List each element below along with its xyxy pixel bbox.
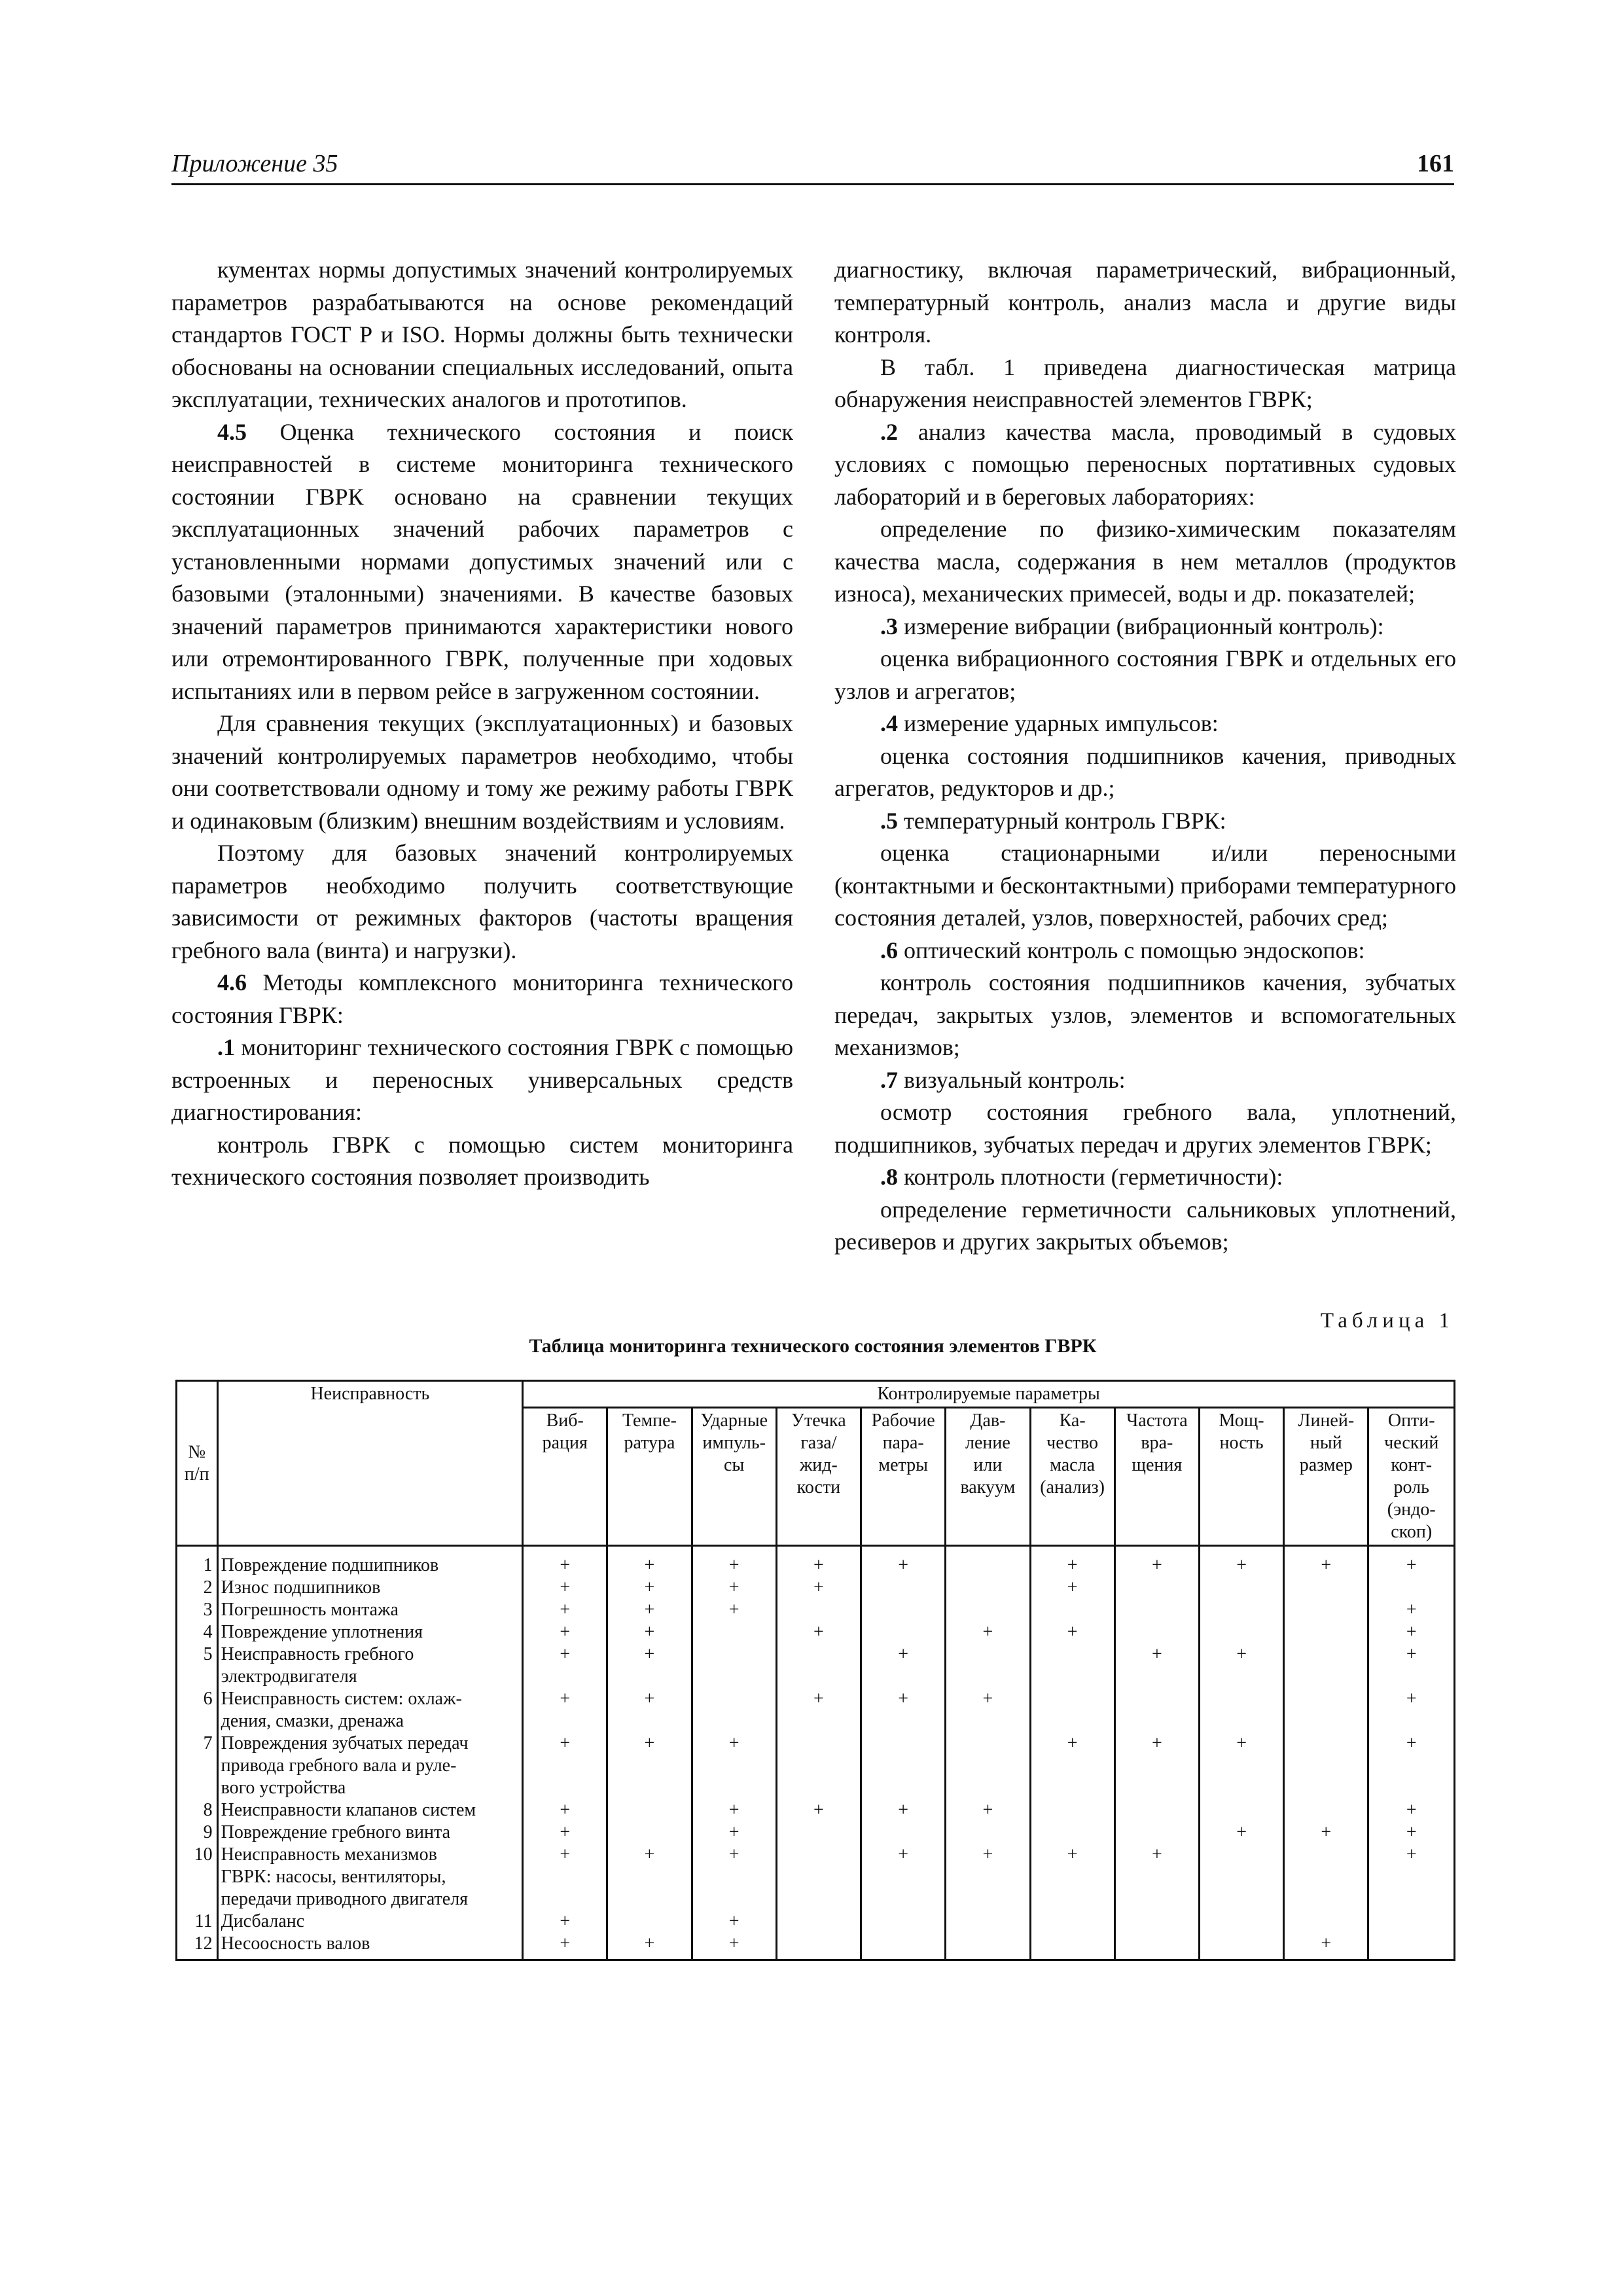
param-mark	[946, 1546, 1030, 1577]
param-mark	[1115, 1599, 1199, 1621]
paragraph	[171, 1031, 793, 1129]
param-mark	[1284, 1643, 1368, 1688]
param-mark: +	[523, 1799, 607, 1821]
param-mark	[1284, 1599, 1368, 1621]
section-number: .1	[217, 1034, 235, 1060]
paragraph: Поэтому для базовых значений контролируемых параметров необходимо получить соответствующие зависимости от режимных факторов (частоты вращения гребного вала (винта) и нагрузки).	[171, 840, 793, 963]
param-mark: +	[776, 1546, 861, 1577]
param-mark	[1030, 1643, 1115, 1688]
params-group-header: Контролируемые параметры	[523, 1381, 1455, 1408]
paragraph	[834, 416, 1456, 514]
param-mark: +	[692, 1546, 776, 1577]
row-number: 6	[177, 1688, 218, 1732]
param-mark: +	[523, 1910, 607, 1933]
param-header: Частота вра- щения	[1115, 1408, 1199, 1546]
fault-name: Погрешность монтажа	[217, 1599, 523, 1621]
paragraph	[834, 1064, 1456, 1097]
paragraph-text: мониторинг технического состояния ГВРК с помощью встроенных и переносных универсальных средств диагностирования:	[171, 1034, 793, 1125]
param-mark	[946, 1577, 1030, 1599]
row-number: 9	[177, 1821, 218, 1844]
param-mark	[946, 1910, 1030, 1933]
param-mark: +	[692, 1799, 776, 1821]
param-mark: +	[1115, 1844, 1199, 1910]
param-mark	[1030, 1933, 1115, 1960]
paragraph-text: визуальный контроль:	[898, 1066, 1126, 1093]
param-mark: +	[1368, 1546, 1455, 1577]
param-mark: +	[523, 1599, 607, 1621]
param-mark	[1030, 1910, 1115, 1933]
param-mark	[861, 1621, 946, 1643]
param-mark	[1284, 1688, 1368, 1732]
param-mark: +	[1199, 1732, 1283, 1799]
table-row	[177, 1688, 1455, 1732]
param-mark	[1199, 1688, 1283, 1732]
param-mark: +	[607, 1933, 692, 1960]
param-mark: +	[776, 1577, 861, 1599]
fault-name: Несоосность валов	[217, 1933, 523, 1960]
param-mark	[1030, 1599, 1115, 1621]
param-mark: +	[692, 1599, 776, 1621]
param-mark: +	[946, 1799, 1030, 1821]
param-mark: +	[607, 1621, 692, 1643]
table-row	[177, 1799, 1455, 1821]
param-mark: +	[523, 1821, 607, 1844]
param-header: Утечка газа/ жид- кости	[776, 1408, 861, 1546]
param-mark: +	[861, 1844, 946, 1910]
param-mark	[946, 1599, 1030, 1621]
fault-name: Неисправность гребного электродвигателя	[217, 1643, 523, 1688]
param-mark	[1199, 1844, 1283, 1910]
row-number: 5	[177, 1643, 218, 1688]
param-mark: +	[1115, 1546, 1199, 1577]
param-mark	[1115, 1910, 1199, 1933]
fault-name: Износ подшипников	[217, 1577, 523, 1599]
paragraph-text: измерение вибрации (вибрационный контроль):	[898, 613, 1384, 639]
param-mark: +	[1115, 1732, 1199, 1799]
paragraph: контроль ГВРК с помощью систем мониторинга технического состояния позволяет производить	[171, 1131, 793, 1190]
table-row	[177, 1821, 1455, 1844]
param-mark: +	[1030, 1546, 1115, 1577]
paragraph-text: анализ качества масла, проводимый в судовых условиях с помощью переносных портативных судовых лабораторий и в береговых лабораториях:	[834, 418, 1456, 510]
page-header	[171, 145, 1454, 185]
param-header: Дав- ление или вакуум	[946, 1408, 1030, 1546]
fault-name: Неисправности клапанов систем	[217, 1799, 523, 1821]
param-mark: +	[607, 1546, 692, 1577]
param-mark: +	[692, 1910, 776, 1933]
section-number: .2	[880, 418, 898, 445]
param-mark	[1030, 1688, 1115, 1732]
section-number: .6	[880, 937, 898, 963]
param-mark	[861, 1732, 946, 1799]
param-mark	[861, 1577, 946, 1599]
paragraph: кументах нормы допустимых значений контролируемых параметров разрабатываются на основе рекомендаций стандартов ГОСТ Р и ISO. Нормы должны быть технически обоснованы на основании специальных исследований, опыта эксплуатации, технических аналогов и прототипов.	[171, 257, 793, 412]
param-header: Виб- рация	[523, 1408, 607, 1546]
param-header: Мощ- ность	[1199, 1408, 1283, 1546]
col-fault-header: Неисправность	[217, 1381, 523, 1546]
param-mark	[776, 1844, 861, 1910]
param-mark: +	[523, 1643, 607, 1688]
paragraph-text: контроль плотности (герметичности):	[898, 1164, 1283, 1190]
param-mark: +	[607, 1688, 692, 1732]
param-mark	[1115, 1577, 1199, 1599]
param-header: Рабочие пара- метры	[861, 1408, 946, 1546]
param-mark	[1115, 1621, 1199, 1643]
param-mark: +	[946, 1621, 1030, 1643]
param-mark: +	[946, 1688, 1030, 1732]
fault-name: Неисправность механизмов ГВРК: насосы, вентиляторы, передачи приводного двигателя	[217, 1844, 523, 1910]
paragraph	[834, 611, 1456, 643]
table-row	[177, 1844, 1455, 1910]
param-mark: +	[523, 1933, 607, 1960]
param-mark	[861, 1910, 946, 1933]
table-row	[177, 1599, 1455, 1621]
param-mark	[1284, 1732, 1368, 1799]
param-mark	[1199, 1910, 1283, 1933]
param-mark: +	[861, 1546, 946, 1577]
param-mark: +	[523, 1688, 607, 1732]
param-mark	[692, 1621, 776, 1643]
param-mark: +	[1368, 1621, 1455, 1643]
table-row	[177, 1621, 1455, 1643]
table-row	[177, 1546, 1455, 1577]
param-mark	[1368, 1577, 1455, 1599]
row-number: 3	[177, 1599, 218, 1621]
paragraph: осмотр состояния гребного вала, уплотнений, подшипников, зубчатых передач и других элементов ГВРК;	[834, 1099, 1456, 1158]
table-row	[177, 1577, 1455, 1599]
right-text-column	[834, 254, 1456, 1259]
param-mark	[1030, 1821, 1115, 1844]
param-mark	[1284, 1799, 1368, 1821]
param-mark: +	[1368, 1599, 1455, 1621]
table-row	[177, 1910, 1455, 1933]
paragraph: оценка стационарными и/или переносными (контактными и бесконтактными) приборами температурного состояния деталей, узлов, поверхностей, рабочих сред;	[834, 840, 1456, 931]
param-mark: +	[1030, 1577, 1115, 1599]
param-mark: +	[607, 1577, 692, 1599]
param-mark: +	[523, 1546, 607, 1577]
param-mark: +	[1284, 1821, 1368, 1844]
param-mark: +	[1368, 1732, 1455, 1799]
param-mark: +	[692, 1577, 776, 1599]
row-number: 2	[177, 1577, 218, 1599]
row-number: 1	[177, 1546, 218, 1577]
paragraph: контроль состояния подшипников качения, зубчатых передач, закрытых узлов, элементов и вспомогательных механизмов;	[834, 969, 1456, 1060]
param-mark	[946, 1933, 1030, 1960]
param-mark: +	[692, 1732, 776, 1799]
param-mark	[1115, 1933, 1199, 1960]
param-mark	[861, 1821, 946, 1844]
monitoring-table	[175, 1380, 1455, 1961]
param-mark	[692, 1688, 776, 1732]
param-mark: +	[1368, 1643, 1455, 1688]
param-mark: +	[1368, 1688, 1455, 1732]
row-number: 10	[177, 1844, 218, 1910]
paragraph	[834, 805, 1456, 838]
param-mark	[776, 1821, 861, 1844]
param-mark	[1199, 1577, 1283, 1599]
section-number: .8	[880, 1164, 898, 1190]
paragraph-text: Методы комплексного мониторинга технического состояния ГВРК:	[171, 969, 793, 1028]
param-mark: +	[946, 1844, 1030, 1910]
param-header: Опти- ческий конт- роль (эндо- скоп)	[1368, 1408, 1455, 1546]
param-mark: +	[523, 1732, 607, 1799]
param-mark	[776, 1599, 861, 1621]
param-mark: +	[861, 1643, 946, 1688]
paragraph: определение по физико-химическим показателям качества масла, содержания в нем металлов (продуктов износа), механических примесей, воды и др. показателей;	[834, 516, 1456, 607]
param-mark	[1115, 1799, 1199, 1821]
param-mark	[1284, 1844, 1368, 1910]
param-mark	[692, 1643, 776, 1688]
param-mark	[946, 1732, 1030, 1799]
param-mark	[607, 1799, 692, 1821]
param-mark	[1199, 1933, 1283, 1960]
row-number: 4	[177, 1621, 218, 1643]
paragraph-text: температурный контроль ГВРК:	[898, 807, 1226, 834]
paragraph	[171, 967, 793, 1031]
fault-name: Повреждение уплотнения	[217, 1621, 523, 1643]
section-number: .3	[880, 613, 898, 639]
paragraph	[834, 1161, 1456, 1194]
param-mark: +	[861, 1799, 946, 1821]
param-header: Темпе- ратура	[607, 1408, 692, 1546]
param-mark: +	[1199, 1821, 1283, 1844]
param-mark	[1368, 1910, 1455, 1933]
table-row	[177, 1933, 1455, 1960]
param-mark: +	[1284, 1546, 1368, 1577]
paragraph: В табл. 1 приведена диагностическая матрица обнаружения неисправностей элементов ГВРК;	[834, 353, 1456, 412]
param-mark	[1284, 1910, 1368, 1933]
param-mark: +	[692, 1844, 776, 1910]
paragraph: оценка вибрационного состояния ГВРК и отдельных его узлов и агрегатов;	[834, 645, 1456, 704]
param-mark: +	[776, 1621, 861, 1643]
param-mark	[1199, 1799, 1283, 1821]
param-mark: +	[523, 1844, 607, 1910]
param-header: Линей- ный размер	[1284, 1408, 1368, 1546]
param-mark	[1199, 1599, 1283, 1621]
param-mark	[1115, 1688, 1199, 1732]
param-mark	[1284, 1621, 1368, 1643]
section-number: 4.6	[217, 969, 247, 996]
paragraph: Для сравнения текущих (эксплуатационных) и базовых значений контролируемых параметров необходимо, чтобы они соответствовали одному и тому же режиму работы ГВРК и одинаковым (близким) внешним воздействиям и условиям.	[171, 710, 793, 834]
row-number: 8	[177, 1799, 218, 1821]
paragraph: оценка состояния подшипников качения, приводных агрегатов, редукторов и др.;	[834, 742, 1456, 801]
table-label: Таблица 1	[1320, 1309, 1454, 1333]
row-number: 12	[177, 1933, 218, 1960]
param-mark	[607, 1910, 692, 1933]
section-number: 4.5	[217, 418, 247, 445]
param-mark: +	[776, 1688, 861, 1732]
param-mark: +	[1199, 1546, 1283, 1577]
table-caption: Таблица мониторинга технического состояния элементов ГВРК	[529, 1335, 1097, 1357]
param-mark	[1368, 1933, 1455, 1960]
param-mark	[1115, 1821, 1199, 1844]
param-mark: +	[692, 1821, 776, 1844]
paragraph-text: оптический контроль с помощью эндоскопов:	[898, 937, 1365, 963]
param-header: Ка- чество масла (анализ)	[1030, 1408, 1115, 1546]
param-mark: +	[523, 1577, 607, 1599]
param-mark: +	[861, 1688, 946, 1732]
fault-name: Повреждение гребного винта	[217, 1821, 523, 1844]
param-mark: +	[607, 1844, 692, 1910]
param-mark: +	[1199, 1643, 1283, 1688]
param-mark	[946, 1643, 1030, 1688]
fault-name: Неисправность систем: охлаж- дения, смазки, дренажа	[217, 1688, 523, 1732]
param-mark: +	[692, 1933, 776, 1960]
param-mark	[776, 1910, 861, 1933]
param-mark	[861, 1933, 946, 1960]
param-mark: +	[607, 1599, 692, 1621]
fault-name: Повреждение подшипников	[217, 1546, 523, 1577]
section-number: .4	[880, 710, 898, 736]
left-text-column	[171, 254, 793, 1194]
fault-name: Дисбаланс	[217, 1910, 523, 1933]
param-mark: +	[1030, 1621, 1115, 1643]
param-mark: +	[607, 1732, 692, 1799]
param-mark: +	[1368, 1844, 1455, 1910]
row-number: 11	[177, 1910, 218, 1933]
section-number: .5	[880, 807, 898, 834]
row-number: 7	[177, 1732, 218, 1799]
fault-name: Повреждения зубчатых передач привода гребного вала и руле- вого устройства	[217, 1732, 523, 1799]
param-mark	[946, 1821, 1030, 1844]
param-mark	[1284, 1577, 1368, 1599]
paragraph: определение герметичности сальниковых уплотнений, ресиверов и других закрытых объемов;	[834, 1196, 1456, 1255]
param-header: Ударные импуль- сы	[692, 1408, 776, 1546]
table-row	[177, 1643, 1455, 1688]
param-mark	[607, 1821, 692, 1844]
table-row	[177, 1732, 1455, 1799]
col-number-header: № п/п	[177, 1381, 218, 1546]
param-mark: +	[1115, 1643, 1199, 1688]
param-mark: +	[523, 1621, 607, 1643]
param-mark: +	[1368, 1799, 1455, 1821]
param-mark	[1030, 1799, 1115, 1821]
param-mark	[861, 1599, 946, 1621]
paragraph	[834, 935, 1456, 967]
param-mark: +	[1030, 1732, 1115, 1799]
paragraph	[171, 416, 793, 708]
paragraph-text: измерение ударных импульсов:	[898, 710, 1219, 736]
paragraph	[834, 708, 1456, 740]
section-number: .7	[880, 1066, 898, 1093]
paragraph-text: диагностику, включая параметрический, вибрационный, температурный контроль, анализ масла и другие виды контроля.	[834, 257, 1456, 348]
param-mark	[776, 1732, 861, 1799]
appendix-title: Приложение 35	[171, 150, 338, 177]
page-number: 161	[1417, 150, 1454, 177]
param-mark: +	[1284, 1933, 1368, 1960]
paragraph-text: Оценка технического состояния и поиск неисправностей в системе мониторинга технического состоянии ГВРК основано на сравнении текущих эксплуатационных значений рабочих параметров с установленными нормами допустимых значений или с базовыми (эталонными) значениями. В качестве базовых значений параметров принимаются характеристики нового или отремонтированного ГВРК, полученные при ходовых испытаниях или в первом рейсе в загруженном состоянии.	[171, 418, 793, 704]
param-mark: +	[776, 1799, 861, 1821]
param-mark	[776, 1933, 861, 1960]
paragraph	[834, 254, 1456, 351]
param-mark: +	[1030, 1844, 1115, 1910]
param-mark: +	[1368, 1821, 1455, 1844]
param-mark	[776, 1643, 861, 1688]
param-mark: +	[607, 1643, 692, 1688]
param-mark	[1199, 1621, 1283, 1643]
